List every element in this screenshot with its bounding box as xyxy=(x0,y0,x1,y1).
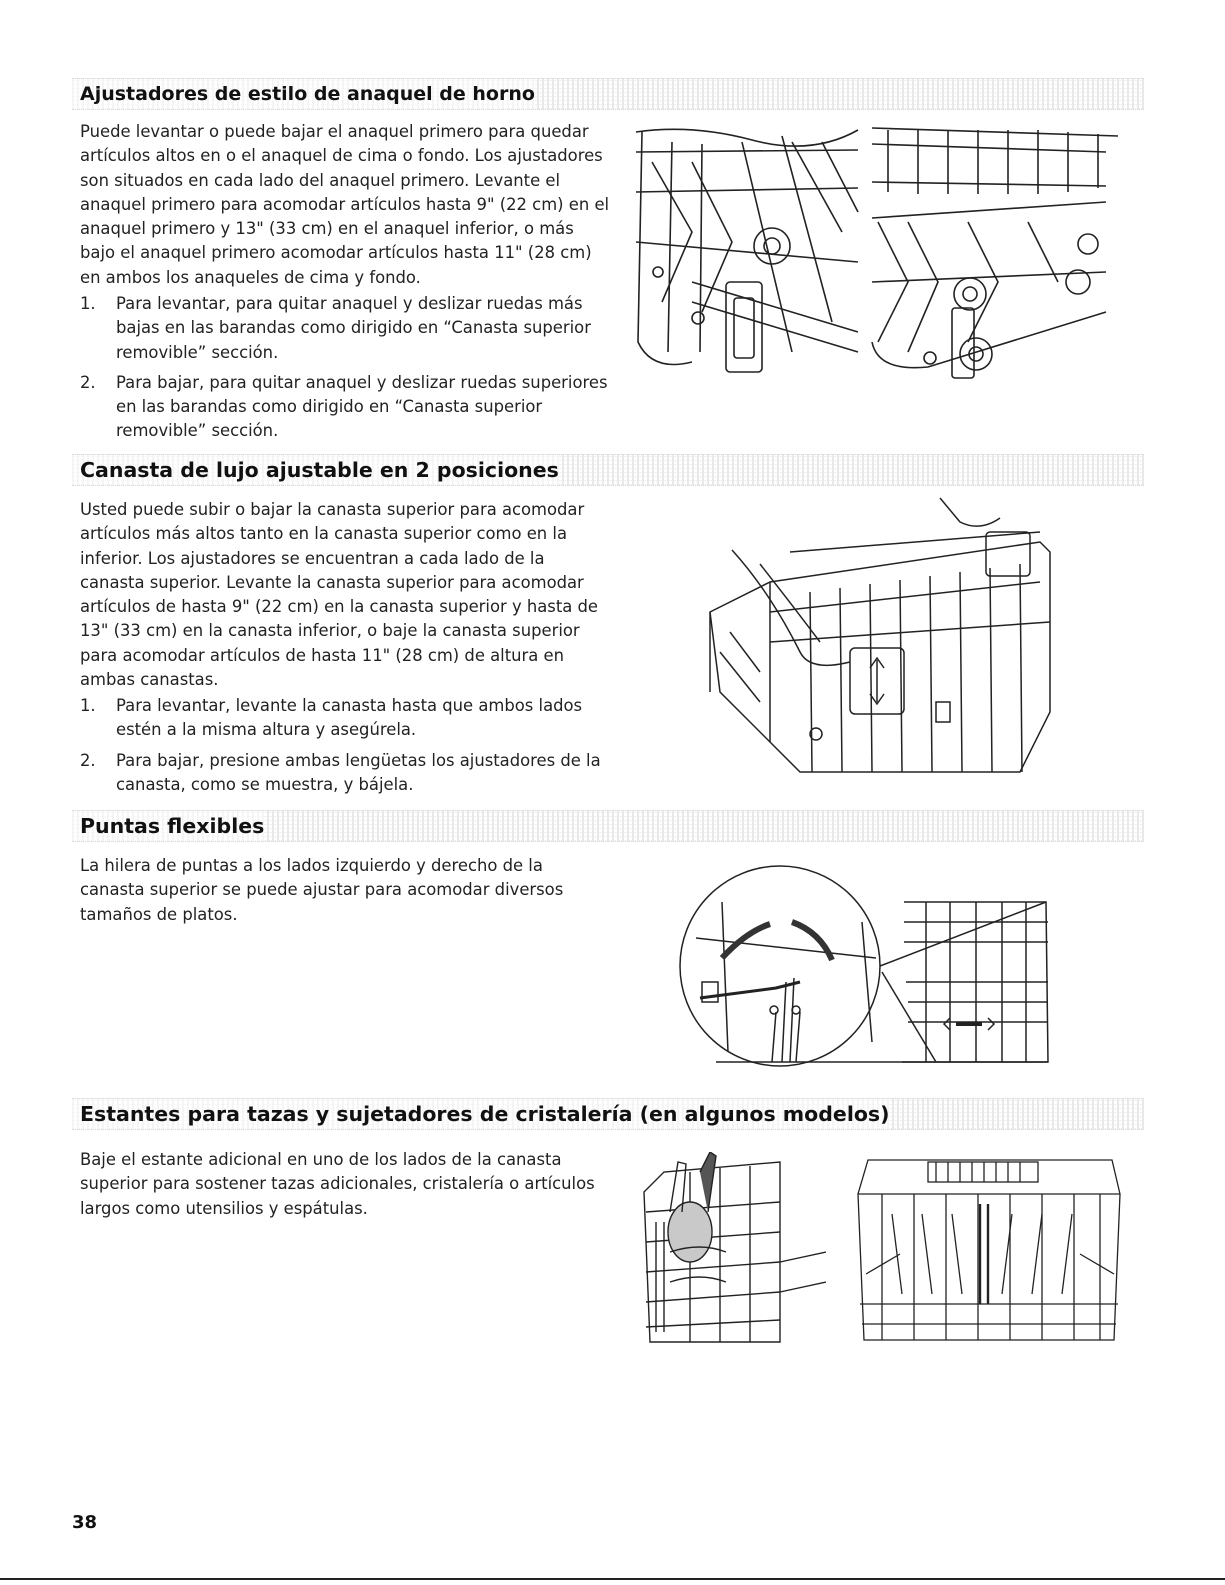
section-title: Estantes para tazas y sujetadores de cristalería (en algunos modelos) xyxy=(72,1099,890,1129)
list-item xyxy=(80,371,610,444)
steps-list xyxy=(80,292,610,450)
rack-wheel-illustration-right xyxy=(868,122,1120,387)
section-title: Ajustadores de estilo de anaquel de horno xyxy=(72,79,535,109)
basket-adjuster-illustration xyxy=(700,492,1060,794)
section-body: Usted puede subir o bajar la canasta superior para acomodar artículos más altos tanto en la canasta superior como en la inferior. Los ajustadores se encuentran a cada lado de la canasta superior. Levante la canasta superior para acomodar artículos de hasta 9" (22 cm) en la canasta superior y hasta de 13" (33 cm) en la canasta inferior, o baje la canasta superior para acomodar artículos de hasta 11" (28 cm) de altura en ambas canastas. xyxy=(80,500,599,690)
list-item xyxy=(80,749,610,798)
steps-list xyxy=(80,694,610,803)
step-number: 2. xyxy=(80,372,96,392)
section-title: Puntas flexibles xyxy=(72,811,264,841)
step-number: 2. xyxy=(80,750,96,770)
rack-wheel-illustration-left xyxy=(632,122,860,387)
section-body: La hilera de puntas a los lados izquierdo y derecho de la canasta superior se puede ajustar para acomodar diversos tamaños de platos. xyxy=(80,856,564,924)
folding-tines-illustration xyxy=(676,862,1066,1072)
bottom-rule xyxy=(0,1578,1225,1580)
section-heading-flexible-tines xyxy=(72,810,1144,842)
step-text: Para levantar, levante la canasta hasta que ambos lados estén a la misma altura y asegúrela. xyxy=(116,696,583,740)
section-body: Puede levantar o puede bajar el anaquel primero para quedar artículos altos en o el anaquel de cima o fondo. Los ajustadores son situados en cada lado del anaquel primero. Levante el anaquel primero para acomodar artículos hasta 9" (22 cm) en el anaquel primero y 13" (33 cm) en el anaquel inferior, o más bajo el anaquel primero acomodar artículos hasta 11" (28 cm) en ambos los anaqueles de cima y fondo. xyxy=(80,122,610,287)
section-title: Canasta de lujo ajustable en 2 posiciones xyxy=(72,455,559,485)
section-heading-cup-shelves xyxy=(72,1098,1144,1130)
section-heading-oven-rack-adjusters xyxy=(72,78,1144,110)
section-body: Baje el estante adicional en uno de los lados de la canasta superior para sostener tazas adicionales, cristalería o artículos largos como utensilios y espátulas. xyxy=(80,1150,595,1218)
step-text: Para levantar, para quitar anaquel y deslizar ruedas más bajas en las barandas como dirigido en “Canasta superior removible” sección. xyxy=(116,294,591,362)
page-number: 38 xyxy=(72,1512,98,1533)
section-heading-deluxe-basket xyxy=(72,454,1144,486)
cup-shelf-basket-illustration xyxy=(852,1154,1128,1348)
step-text: Para bajar, presione ambas lengüetas los ajustadores de la canasta, como se muestra, y bájela. xyxy=(116,750,601,794)
cup-shelf-utensils-illustration xyxy=(630,1152,826,1344)
step-number: 1. xyxy=(80,696,96,715)
list-item xyxy=(80,694,610,743)
step-number: 1. xyxy=(80,294,96,313)
list-item xyxy=(80,292,610,365)
step-text: Para bajar, para quitar anaquel y deslizar ruedas superiores en las barandas como dirigido en “Canasta superior removible” sección. xyxy=(116,372,608,441)
